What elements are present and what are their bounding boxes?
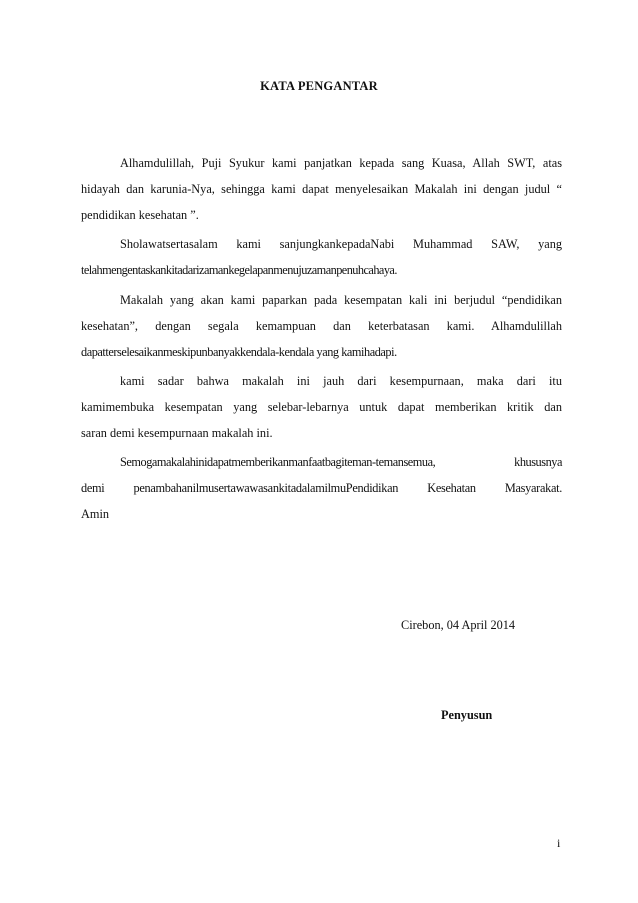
paragraph-1-line-1: Alhamdulillah, Puji Syukur kami panjatkan kepada sang Kuasa, Allah SWT, atas — [120, 156, 562, 170]
page-number: i — [557, 836, 561, 850]
paragraph-5-line-3: Amin — [81, 507, 110, 521]
page-title: KATA PENGANTAR — [260, 79, 378, 93]
paragraph-3-line-2: kesehatan”, dengan segala kemampuan dan keterbatasan kami. Alhamdulillah — [81, 319, 562, 333]
paragraph-1-line-3: pendidikan kesehatan ”. — [81, 208, 199, 222]
paragraph-3-line-1: Makalah yang akan kami paparkan pada kesempatan kali ini berjudul “pendidikan — [120, 293, 562, 307]
paragraph-1-line-2: hidayah dan karunia-Nya, sehingga kami dapat menyelesaikan Makalah ini dengan judul “ — [81, 182, 562, 196]
paragraph-4-line-1: kami sadar bahwa makalah ini jauh dari kesempurnaan, maka dari itu — [120, 374, 562, 388]
paragraph-5-line-1: Semogamakalahinidapatmemberikanmanfaatbagiteman-temansemua, khususnya — [120, 455, 562, 469]
paragraph-5-line-2: demi penambahanilmusertawawasankitadalamilmuPendidikan Kesehatan Masyarakat. — [81, 481, 562, 495]
paragraph-2-line-2: telahmengentaskankitadarizamankegelapanmenujuzamanpenuhcahaya. — [81, 263, 397, 277]
place-date: Cirebon, 04 April 2014 — [401, 618, 516, 632]
paragraph-4-line-2: kamimembuka kesempatan yang selebar-lebarnya untuk dapat memberikan kritik dan — [81, 400, 562, 414]
paragraph-4-line-3: saran demi kesempurnaan makalah ini. — [81, 426, 273, 440]
paragraph-2-line-1: Sholawatsertasalam kami sanjungkankepadaNabi Muhammad SAW, yang — [120, 237, 562, 251]
signer: Penyusun — [441, 708, 493, 722]
paragraph-3-line-3: dapatterselesaikanmeskipunbanyakkendala-kendala yang kamihadapi. — [81, 345, 397, 359]
